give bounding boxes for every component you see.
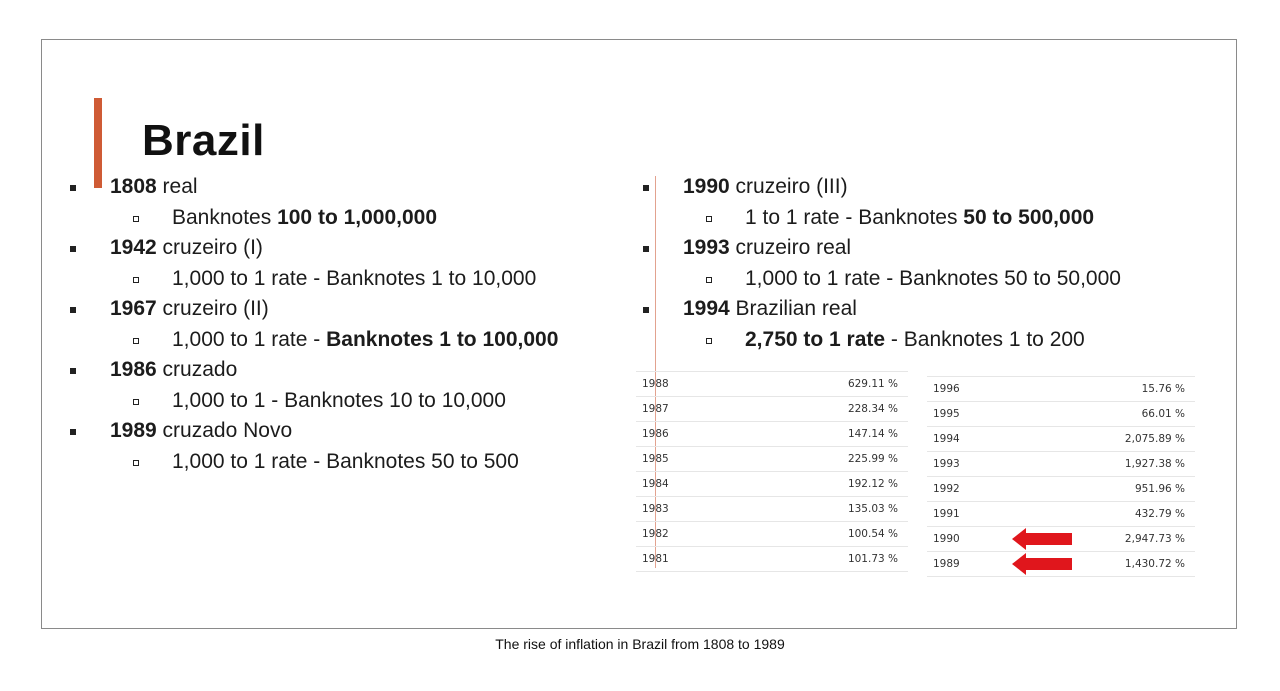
bullet-text <box>683 233 851 264</box>
sub-bullet-segment: 1,000 to 1 rate - <box>172 327 327 351</box>
bullet-name: cruzeiro (II) <box>156 297 269 320</box>
sub-bullet-segment: 1,000 to 1 rate - Banknotes 50 to 50,000 <box>745 266 1121 290</box>
title-accent-bar <box>94 98 102 188</box>
year-cell: 1992 <box>927 477 1017 502</box>
sub-bullet-icon <box>133 399 139 405</box>
year-cell: 1991 <box>927 502 1017 527</box>
inflation-rate-cell: 135.03 % <box>737 497 908 522</box>
year-cell: 1988 <box>636 372 737 397</box>
inflation-rate-cell: 951.96 % <box>1017 477 1195 502</box>
sub-bullet-segment: 100 to 1,000,000 <box>277 205 438 229</box>
sub-bullet-text <box>172 386 506 417</box>
sub-bullet-text <box>172 264 536 295</box>
sub-bullet-segment: - Banknotes 1 to 200 <box>885 327 1085 351</box>
sub-bullet-text <box>172 325 558 356</box>
year-cell: 1982 <box>636 522 737 547</box>
sub-bullet-text <box>745 203 1094 234</box>
inflation-rate-cell: 228.34 % <box>737 397 908 422</box>
sub-bullet-icon <box>133 216 139 222</box>
inflation-rate-cell: 15.76 % <box>1017 377 1195 402</box>
inflation-rate-cell: 629.11 % <box>737 372 908 397</box>
bullet-year: 1990 <box>683 175 730 198</box>
sub-bullet-segment: Banknotes <box>172 205 278 229</box>
sub-bullet-text <box>172 203 437 234</box>
left-arrow-icon <box>1012 553 1072 575</box>
sub-bullet-icon <box>133 277 139 283</box>
bullet-icon <box>643 185 649 191</box>
bullet-text <box>683 172 848 203</box>
sub-bullet-segment: 50 to 500,000 <box>963 205 1095 229</box>
bullet-name: cruzeiro (I) <box>156 236 263 259</box>
inflation-rate-cell: 147.14 % <box>737 422 908 447</box>
year-cell: 1984 <box>636 472 737 497</box>
sub-bullet-text <box>745 264 1121 295</box>
bullet-name: cruzado <box>156 358 238 381</box>
inflation-rate-cell: 1,430.72 % <box>1017 552 1195 577</box>
table-row <box>636 447 908 472</box>
figure-caption: The rise of inflation in Brazil from 1808 to 1989 <box>495 636 785 652</box>
bullet-icon <box>70 185 76 191</box>
sub-bullet-segment: 1,000 to 1 rate - Banknotes 50 to 500 <box>172 449 519 473</box>
sub-bullet-icon <box>706 216 712 222</box>
sub-bullet-segment: Banknotes 1 to 100,000 <box>326 327 559 351</box>
table-row <box>927 402 1195 427</box>
bullet-year: 1967 <box>110 297 157 320</box>
year-cell: 1987 <box>636 397 737 422</box>
bullet-text <box>110 416 292 447</box>
year-cell: 1986 <box>636 422 737 447</box>
inflation-rate-cell: 432.79 % <box>1017 502 1195 527</box>
year-cell: 1996 <box>927 377 1017 402</box>
sub-bullet-icon <box>706 338 712 344</box>
inflation-rate-cell: 101.73 % <box>737 547 908 572</box>
bullet-name: cruzado Novo <box>156 419 293 442</box>
table-row <box>636 397 908 422</box>
bullet-name: real <box>156 175 198 198</box>
sub-bullet-icon <box>706 277 712 283</box>
table-row <box>636 422 908 447</box>
sub-bullet-text <box>172 447 519 478</box>
bullet-text <box>110 294 269 325</box>
year-cell: 1983 <box>636 497 737 522</box>
bullet-name: cruzeiro real <box>729 236 852 259</box>
table-row <box>636 497 908 522</box>
bullet-year: 1994 <box>683 297 730 320</box>
year-cell: 1981 <box>636 547 737 572</box>
table-row <box>927 477 1195 502</box>
bullet-text <box>110 172 198 203</box>
inflation-rate-cell: 100.54 % <box>737 522 908 547</box>
sub-bullet-segment: 1,000 to 1 - Banknotes 10 to 10,000 <box>172 388 506 412</box>
table-row <box>927 377 1195 402</box>
sub-bullet-segment: 1,000 to 1 rate - Banknotes 1 to 10,000 <box>172 266 537 290</box>
bullet-year: 1989 <box>110 419 157 442</box>
year-cell: 1993 <box>927 452 1017 477</box>
inflation-rate-cell: 2,075.89 % <box>1017 427 1195 452</box>
table-row <box>636 522 908 547</box>
year-cell: 1990 <box>927 527 1017 552</box>
bullet-icon <box>643 307 649 313</box>
year-cell: 1989 <box>927 552 1017 577</box>
inflation-rate-cell: 2,947.73 % <box>1017 527 1195 552</box>
table-row <box>636 472 908 497</box>
bullet-icon <box>70 429 76 435</box>
table-row <box>927 502 1195 527</box>
sub-bullet-text <box>745 325 1085 356</box>
table-row <box>927 452 1195 477</box>
left-arrow-icon <box>1012 528 1072 550</box>
table-row <box>636 547 908 572</box>
bullet-icon <box>643 246 649 252</box>
bullet-year: 1986 <box>110 358 157 381</box>
bullet-icon <box>70 307 76 313</box>
sub-bullet-icon <box>133 460 139 466</box>
bullet-name: cruzeiro (III) <box>729 175 848 198</box>
inflation-table-left <box>636 371 908 572</box>
bullet-icon <box>70 246 76 252</box>
sub-bullet-icon <box>133 338 139 344</box>
bullet-text <box>683 294 857 325</box>
year-cell: 1995 <box>927 402 1017 427</box>
bullet-year: 1993 <box>683 236 730 259</box>
table-row <box>636 372 908 397</box>
slide-title: Brazil <box>142 116 265 165</box>
bullet-text <box>110 355 237 386</box>
inflation-rate-cell: 192.12 % <box>737 472 908 497</box>
table-row <box>927 427 1195 452</box>
bullet-icon <box>70 368 76 374</box>
sub-bullet-segment: 1 to 1 rate - Banknotes <box>745 205 964 229</box>
bullet-year: 1942 <box>110 236 157 259</box>
bullet-name: Brazilian real <box>729 297 857 320</box>
bullet-year: 1808 <box>110 175 157 198</box>
inflation-rate-cell: 66.01 % <box>1017 402 1195 427</box>
sub-bullet-segment: 2,750 to 1 rate <box>745 327 886 351</box>
year-cell: 1985 <box>636 447 737 472</box>
inflation-rate-cell: 225.99 % <box>737 447 908 472</box>
year-cell: 1994 <box>927 427 1017 452</box>
inflation-rate-cell: 1,927.38 % <box>1017 452 1195 477</box>
bullet-text <box>110 233 263 264</box>
